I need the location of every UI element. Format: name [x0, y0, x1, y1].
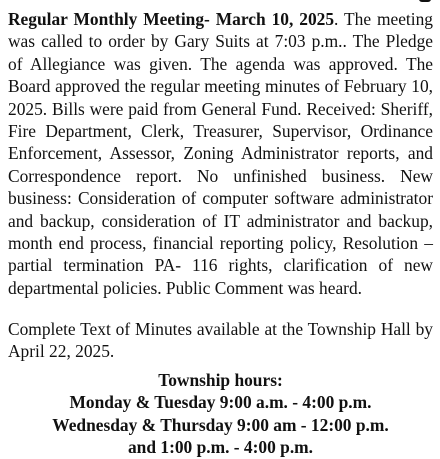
hours-line-mon-tue: Monday & Tuesday 9:00 a.m. - 4:00 p.m. — [69, 392, 372, 413]
meeting-minutes-paragraph — [8, 8, 433, 299]
availability-notice: Complete Text of Minutes available at the Township Hall by April 22, 2025. — [8, 319, 433, 362]
meeting-minutes-body: . The meeting was called to order by Gary Suits at 7:03 p.m.. The Pledge of Allegiance was given. The agenda was approved. The Board approved the regular meeting minutes of February 10, 2025. Bills were paid from General Fund. Received: Sheriff, Fire Department, Clerk, Treasurer, Supervisor, Ordinance Enforcement, Assessor, Zoning Administrator reports, and Correspondence report. No unfinished business. New business: Consideration of computer software administrator and backup, consideration of IT administrator and backup, month end process, financial reporting policy, Resolution – partial termination PA- 116 rights, clarification of new departmental policies. Public Comment was heard. — [8, 9, 433, 298]
clipped-glyph-fragment — [419, 0, 431, 2]
township-hours — [8, 369, 433, 459]
meeting-heading: Regular Monthly Meeting- March 10, 2025 — [8, 9, 335, 29]
hours-line-wed-thu: Wednesday & Thursday 9:00 am - 12:00 p.m. — [52, 414, 389, 435]
hours-line-afternoon: and 1:00 p.m. - 4:00 p.m. — [127, 437, 314, 458]
hours-title: Township hours: — [158, 370, 283, 390]
newspaper-notice — [8, 0, 433, 458]
